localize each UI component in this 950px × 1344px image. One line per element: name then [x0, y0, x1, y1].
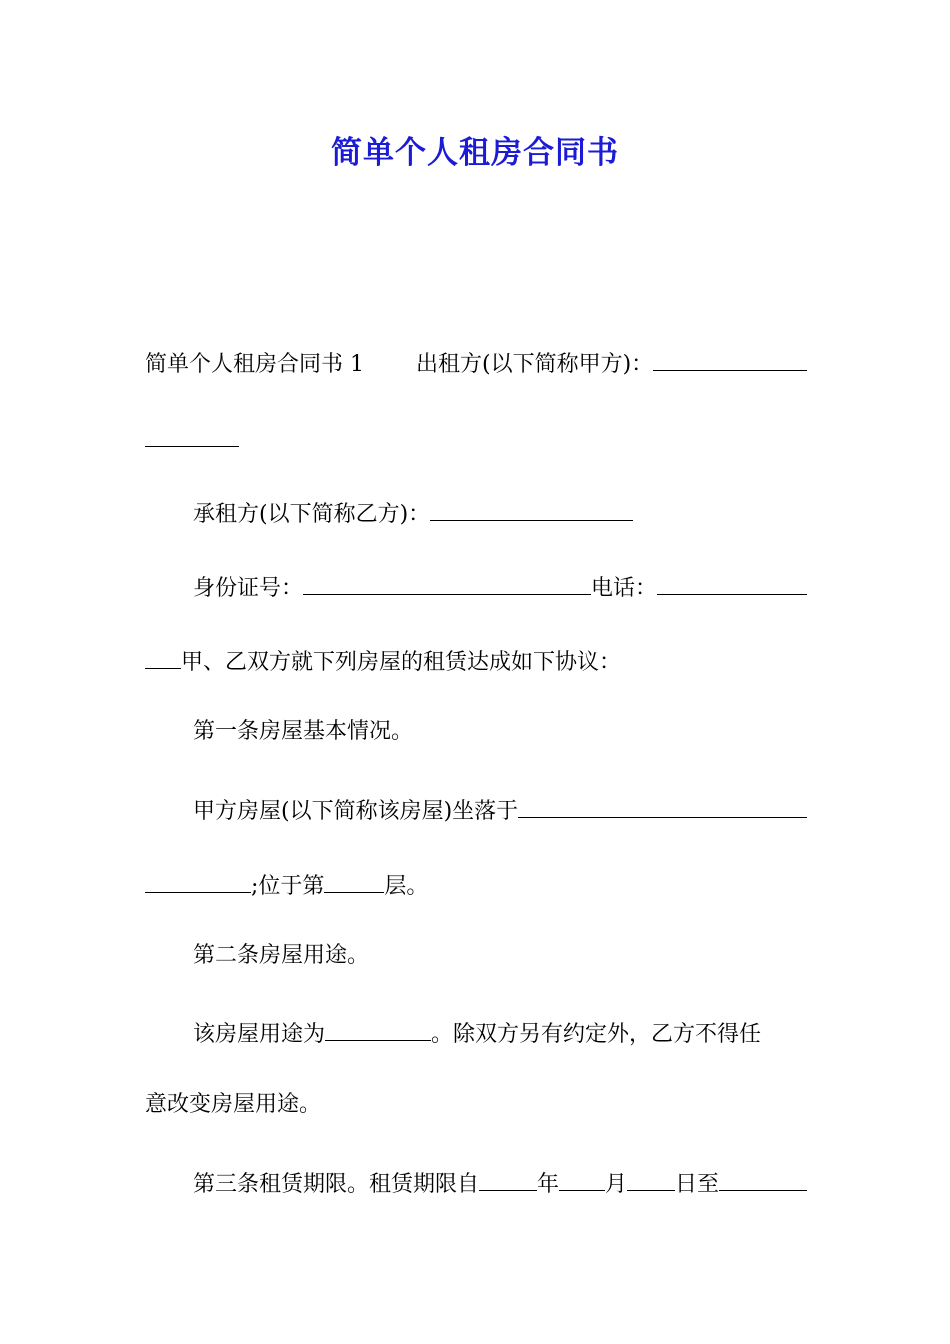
- article3-term-line: [193, 1160, 807, 1200]
- lessor-name-blank-cont: [145, 416, 239, 447]
- article1-title: 第一条房屋基本情况。: [193, 719, 414, 744]
- article2-use-line: [193, 1010, 807, 1050]
- start-day-blank: [627, 1160, 675, 1191]
- id-number-blank: [303, 564, 591, 595]
- floor-blank: [324, 862, 384, 893]
- phone-label: 电话：: [591, 576, 658, 601]
- end-date-blank: [719, 1160, 807, 1191]
- year-label: 年: [537, 1172, 560, 1197]
- day-to-label: 日至: [675, 1172, 720, 1197]
- use-blank: [325, 1010, 431, 1041]
- agreement-line: [145, 638, 807, 678]
- start-year-blank: [479, 1160, 537, 1191]
- location-blank: [518, 787, 807, 818]
- lessor-label: 出租方(以下简称甲方)：: [416, 352, 654, 377]
- article2-title-line: [193, 936, 807, 976]
- month-label: 月: [605, 1172, 628, 1197]
- phone-blank-cont: [145, 638, 181, 669]
- article2-title: 第二条房屋用途。: [193, 943, 370, 968]
- lessee-name-blank: [430, 490, 633, 521]
- lessor-name-blank: [653, 340, 807, 371]
- use-cont: 意改变房屋用途。: [145, 1092, 322, 1117]
- article1-location-label: 甲方房屋(以下简称该房屋)坐落于: [193, 799, 519, 824]
- use-suffix: 。除双方另有约定外，乙方不得任: [431, 1022, 762, 1047]
- floor-suffix: 层。: [384, 874, 429, 899]
- article2-use-cont-line: [145, 1085, 807, 1125]
- article3-prefix: 第三条租赁期限。租赁期限自: [193, 1172, 480, 1197]
- id-phone-line: [193, 564, 807, 604]
- start-month-blank: [559, 1160, 605, 1191]
- article1-location-line: [193, 787, 807, 827]
- article1-floor-line: [145, 862, 807, 902]
- id-label: 身份证号：: [193, 576, 304, 601]
- lessee-label: 承租方(以下简称乙方)：: [193, 502, 431, 527]
- lessor-continuation-line: [145, 416, 807, 456]
- floor-prefix: ;位于第: [251, 874, 325, 899]
- lessor-line: [145, 340, 807, 380]
- document-title: 简单个人租房合同书: [331, 135, 619, 171]
- agreement-text: 甲、乙双方就下列房屋的租赁达成如下协议：: [181, 650, 622, 675]
- article1-title-line: [193, 712, 807, 752]
- lessee-line: [193, 490, 807, 530]
- location-blank-cont: [145, 862, 251, 893]
- use-prefix: 该房屋用途为: [193, 1022, 326, 1047]
- contract-heading: 简单个人租房合同书 1: [145, 352, 364, 377]
- phone-blank: [657, 564, 807, 595]
